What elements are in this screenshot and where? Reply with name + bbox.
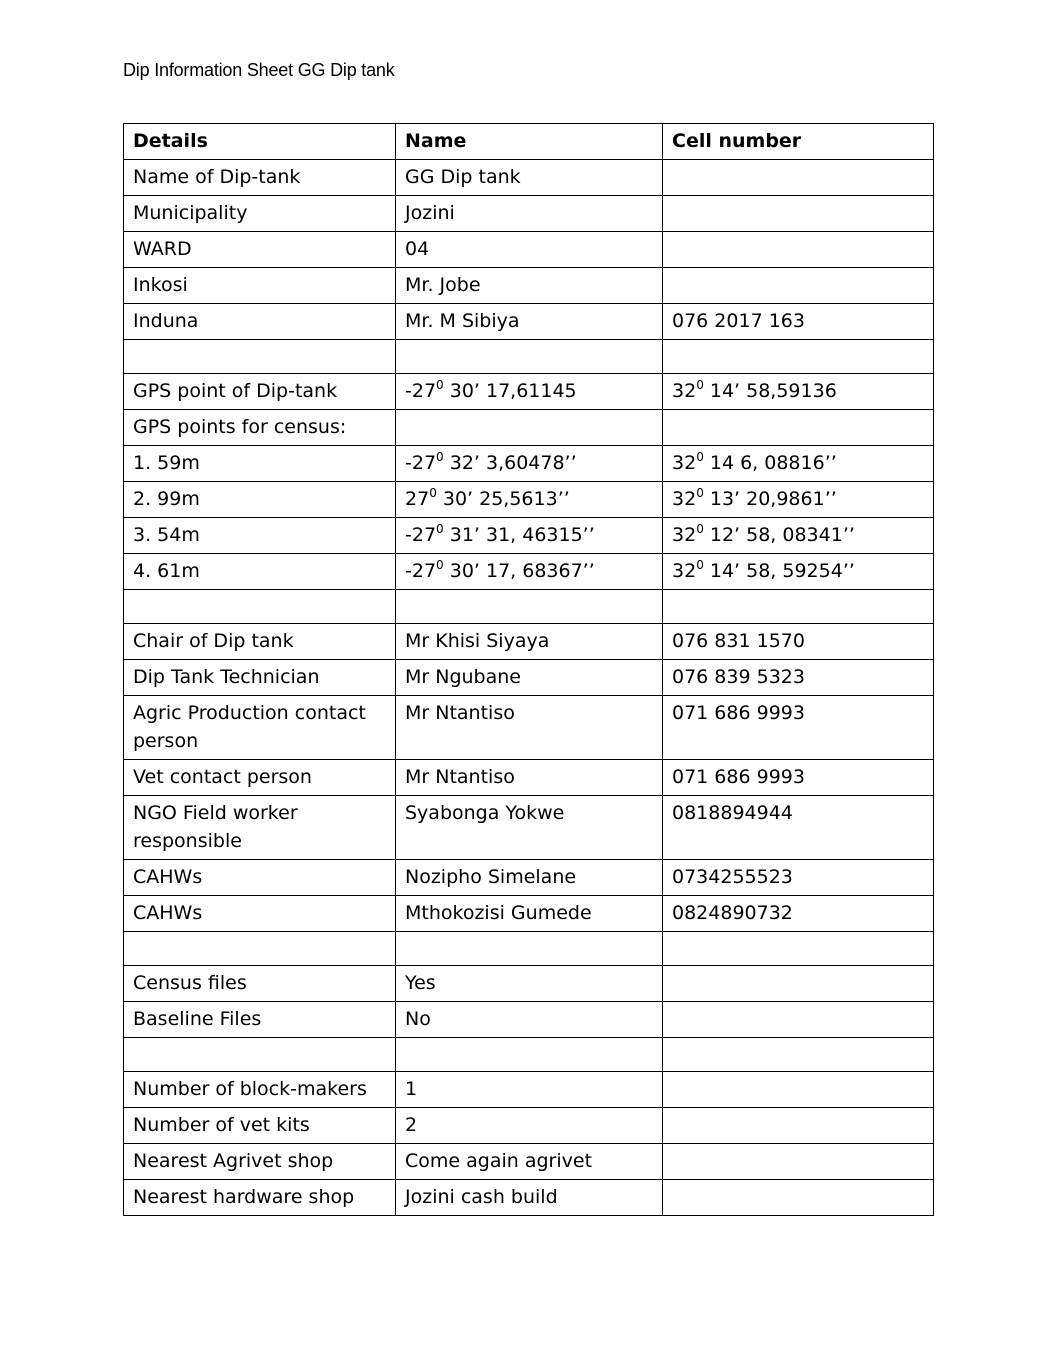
name-cell: Mr. M Sibiya bbox=[396, 304, 663, 340]
detail-cell: Induna bbox=[124, 304, 396, 340]
name-cell: Mr Ntantiso bbox=[396, 760, 663, 796]
detail-cell: Nearest hardware shop bbox=[124, 1180, 396, 1216]
table-row bbox=[124, 374, 934, 410]
name-cell: Syabonga Yokwe bbox=[396, 796, 663, 860]
table-row bbox=[124, 966, 934, 1002]
name-cell: Mr Khisi Siyaya bbox=[396, 624, 663, 660]
cell-number-cell bbox=[663, 1038, 934, 1072]
page-title: Dip Information Sheet GG Dip tank bbox=[123, 60, 395, 80]
header-cell-number: Cell number bbox=[663, 124, 934, 160]
cell-number-cell: $32^0$ 13’ 20,9861’’ bbox=[663, 482, 934, 518]
table-row bbox=[124, 760, 934, 796]
detail-cell: CAHWs bbox=[124, 860, 396, 896]
name-cell: $-27^0$ 32’ 3,60478’’ bbox=[396, 446, 663, 482]
detail-cell: Municipality bbox=[124, 196, 396, 232]
cell-number-cell: 0818894944 bbox=[663, 796, 934, 860]
name-cell: Nozipho Simelane bbox=[396, 860, 663, 896]
table-row bbox=[124, 860, 934, 896]
name-cell: Jozini bbox=[396, 196, 663, 232]
name-cell: 2 bbox=[396, 1108, 663, 1144]
name-cell: Mr. Jobe bbox=[396, 268, 663, 304]
spacer-row bbox=[124, 590, 934, 624]
detail-cell: Chair of Dip tank bbox=[124, 624, 396, 660]
cell-number-cell: $32^0$ 14’ 58,59136 bbox=[663, 374, 934, 410]
cell-number-cell bbox=[663, 966, 934, 1002]
name-cell: No bbox=[396, 1002, 663, 1038]
cell-number-cell: $32^0$ 12’ 58, 08341’’ bbox=[663, 518, 934, 554]
table-row bbox=[124, 482, 934, 518]
cell-number-cell: 076 2017 163 bbox=[663, 304, 934, 340]
spacer-row bbox=[124, 932, 934, 966]
table-row bbox=[124, 196, 934, 232]
table-row bbox=[124, 554, 934, 590]
table-row bbox=[124, 304, 934, 340]
header-name: Name bbox=[396, 124, 663, 160]
detail-cell bbox=[124, 590, 396, 624]
table-row bbox=[124, 1180, 934, 1216]
detail-cell: CAHWs bbox=[124, 896, 396, 932]
name-cell bbox=[396, 932, 663, 966]
detail-cell: 3. 54m bbox=[124, 518, 396, 554]
cell-number-cell bbox=[663, 410, 934, 446]
table-header-row bbox=[124, 124, 934, 160]
name-cell bbox=[396, 340, 663, 374]
table-row bbox=[124, 624, 934, 660]
cell-number-cell bbox=[663, 160, 934, 196]
detail-cell: Agric Production contact person bbox=[124, 696, 396, 760]
detail-cell: 1. 59m bbox=[124, 446, 396, 482]
name-cell: Come again agrivet bbox=[396, 1144, 663, 1180]
spacer-row bbox=[124, 1038, 934, 1072]
detail-cell bbox=[124, 340, 396, 374]
table-row bbox=[124, 268, 934, 304]
detail-cell: Number of block-makers bbox=[124, 1072, 396, 1108]
detail-cell: NGO Field worker responsible bbox=[124, 796, 396, 860]
name-cell: $-27^0$ 30’ 17,61145 bbox=[396, 374, 663, 410]
table-row bbox=[124, 160, 934, 196]
header-details: Details bbox=[124, 124, 396, 160]
table-row bbox=[124, 896, 934, 932]
name-cell bbox=[396, 410, 663, 446]
detail-cell: Inkosi bbox=[124, 268, 396, 304]
cell-number-cell bbox=[663, 1002, 934, 1038]
name-cell: Yes bbox=[396, 966, 663, 1002]
cell-number-cell bbox=[663, 196, 934, 232]
name-cell: $27^0$ 30’ 25,5613’’ bbox=[396, 482, 663, 518]
cell-number-cell bbox=[663, 268, 934, 304]
cell-number-cell bbox=[663, 340, 934, 374]
cell-number-cell bbox=[663, 1072, 934, 1108]
cell-number-cell: 071 686 9993 bbox=[663, 760, 934, 796]
cell-number-cell: 071 686 9993 bbox=[663, 696, 934, 760]
cell-number-cell: 076 839 5323 bbox=[663, 660, 934, 696]
table-row bbox=[124, 446, 934, 482]
name-cell bbox=[396, 1038, 663, 1072]
table-row bbox=[124, 1144, 934, 1180]
name-cell: Mr Ngubane bbox=[396, 660, 663, 696]
name-cell: 04 bbox=[396, 232, 663, 268]
cell-number-cell bbox=[663, 1180, 934, 1216]
table-row bbox=[124, 1108, 934, 1144]
name-cell: Jozini cash build bbox=[396, 1180, 663, 1216]
detail-cell: GPS point of Dip-tank bbox=[124, 374, 396, 410]
detail-cell: 4. 61m bbox=[124, 554, 396, 590]
name-cell: Mr Ntantiso bbox=[396, 696, 663, 760]
spacer-row bbox=[124, 340, 934, 374]
detail-cell: Nearest Agrivet shop bbox=[124, 1144, 396, 1180]
detail-cell: Name of Dip-tank bbox=[124, 160, 396, 196]
table-row bbox=[124, 660, 934, 696]
cell-number-cell bbox=[663, 1108, 934, 1144]
cell-number-cell bbox=[663, 932, 934, 966]
detail-cell bbox=[124, 1038, 396, 1072]
detail-cell: Vet contact person bbox=[124, 760, 396, 796]
table-row bbox=[124, 796, 934, 860]
name-cell bbox=[396, 590, 663, 624]
detail-cell: WARD bbox=[124, 232, 396, 268]
name-cell: Mthokozisi Gumede bbox=[396, 896, 663, 932]
table-row bbox=[124, 518, 934, 554]
cell-number-cell: 0734255523 bbox=[663, 860, 934, 896]
cell-number-cell: 076 831 1570 bbox=[663, 624, 934, 660]
cell-number-cell: 0824890732 bbox=[663, 896, 934, 932]
cell-number-cell bbox=[663, 590, 934, 624]
name-cell: $-27^0$ 30’ 17, 68367’’ bbox=[396, 554, 663, 590]
table-row bbox=[124, 1002, 934, 1038]
cell-number-cell bbox=[663, 232, 934, 268]
cell-number-cell: $32^0$ 14’ 58, 59254’’ bbox=[663, 554, 934, 590]
table-row bbox=[124, 696, 934, 760]
detail-cell: Census files bbox=[124, 966, 396, 1002]
detail-cell: Number of vet kits bbox=[124, 1108, 396, 1144]
cell-number-cell: $32^0$ 14 6, 08816’’ bbox=[663, 446, 934, 482]
name-cell: GG Dip tank bbox=[396, 160, 663, 196]
detail-cell: 2. 99m bbox=[124, 482, 396, 518]
name-cell: 1 bbox=[396, 1072, 663, 1108]
detail-cell bbox=[124, 932, 396, 966]
detail-cell: Baseline Files bbox=[124, 1002, 396, 1038]
name-cell: $-27^0$ 31’ 31, 46315’’ bbox=[396, 518, 663, 554]
table-row bbox=[124, 410, 934, 446]
dip-info-table bbox=[123, 123, 934, 1216]
detail-cell: GPS points for census: bbox=[124, 410, 396, 446]
table-row bbox=[124, 232, 934, 268]
detail-cell: Dip Tank Technician bbox=[124, 660, 396, 696]
cell-number-cell bbox=[663, 1144, 934, 1180]
table-row bbox=[124, 1072, 934, 1108]
